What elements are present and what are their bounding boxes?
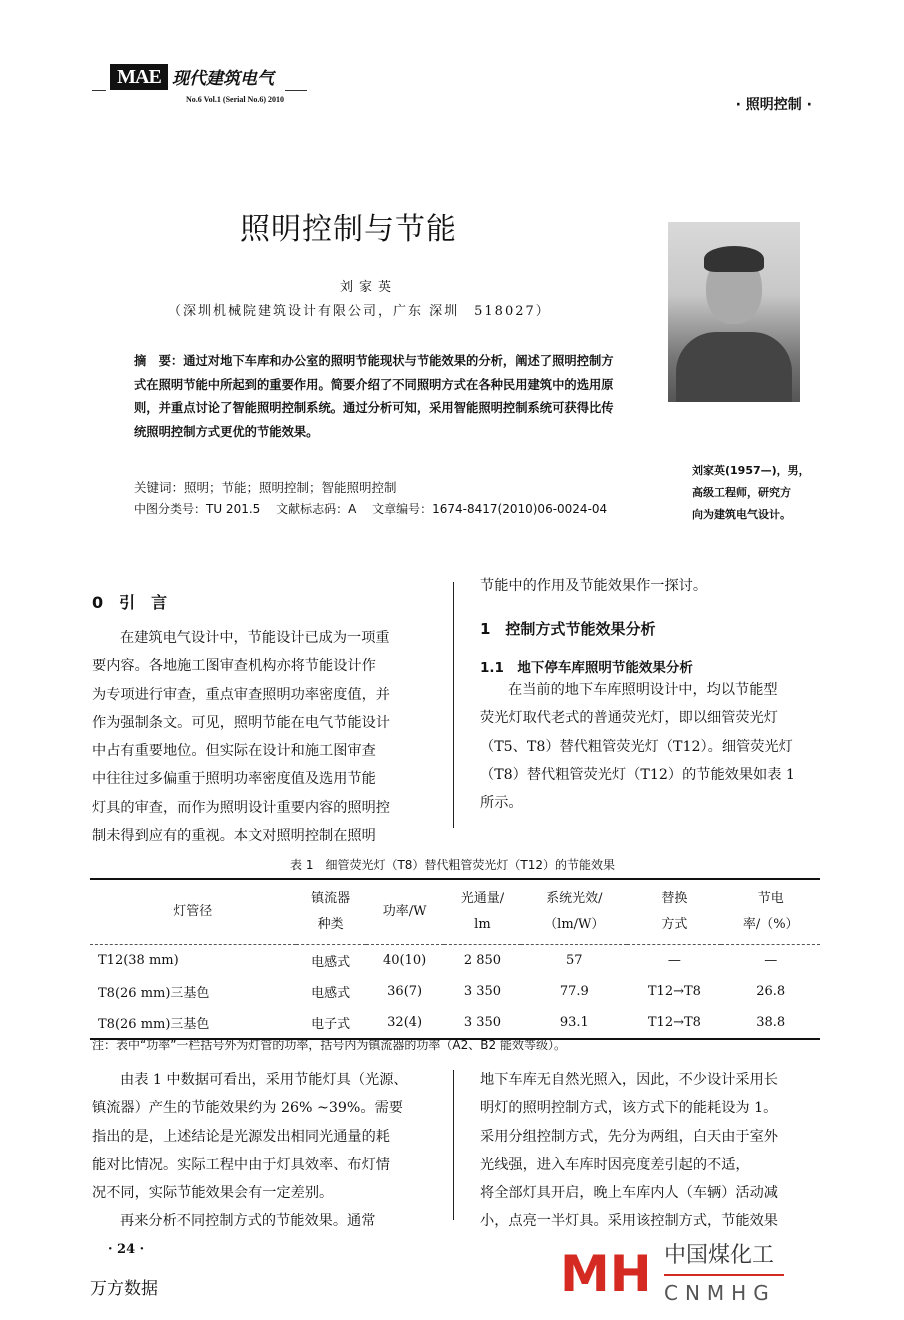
table-caption: 表 1 细管荧光灯（T8）替代粗管荧光灯（T12）的节能效果 [290, 858, 616, 872]
table-row [90, 1007, 820, 1039]
author-bio [692, 460, 810, 526]
abstract: 摘 要：通过对地下车库和办公室的照明节能现状与节能效果的分析，阐述了照明控制方式在照明节能中所起到的重要作用。简要介绍了不同照明方式在各种民用建筑中的选用原则，并重点讨论了智能照明控制系统。通过分析可知，采用智能照明控制系统可获得比传统照明控制方式更优的节能效果。 [134, 354, 614, 439]
affiliation: （深圳机械院建筑设计有限公司，广东 深圳 518027） [168, 304, 551, 319]
table-cell: T12→T8 [647, 984, 701, 999]
text-line: 由表 1 中数据可看出，采用节能灯具（光源、 [120, 1072, 408, 1088]
table-cell: 40(10) [383, 953, 427, 968]
column-header [444, 879, 521, 945]
table-cell: 93.1 [521, 1007, 627, 1039]
column-divider [453, 1070, 454, 1220]
table-cell: T12→T8 [627, 1007, 721, 1039]
keywords: 关键词：照明；节能；照明控制；智能照明控制 [134, 480, 397, 495]
right-text [480, 676, 795, 817]
text-line: 镇流器）产生的节能效果约为 26% ~39%。需要 [92, 1100, 403, 1117]
watermark-cn: 中国煤化工 [664, 1243, 775, 1268]
text-line: 光线强，进入车库时因亮度差引起的不适， [480, 1156, 750, 1173]
table-cell: 36(7) [387, 984, 423, 999]
watermark-logo [560, 1240, 820, 1312]
text-line: 在当前的地下车库照明设计中，均以节能型 [508, 682, 778, 698]
table-cell: 77.9 [559, 984, 589, 999]
header-text: 功率/W [382, 904, 427, 919]
section-label: · 照明控制 · [735, 97, 812, 113]
table-cell: 电子式 [296, 1007, 366, 1039]
intro-text [92, 624, 390, 850]
column-header [627, 879, 721, 945]
column-header [366, 879, 444, 945]
text-line: 所示。 [480, 795, 523, 812]
text-line: 为专项进行审查，重点审查照明功率密度值，并 [92, 686, 390, 703]
text-line: 制未得到应有的重视。本文对照明控制在照明 [92, 828, 376, 845]
text-line: 中往往过多偏重于照明功率密度值及选用节能 [92, 771, 376, 788]
table-cell: 电感式 [311, 955, 351, 970]
table-row [90, 945, 820, 977]
text-line: 况不同，实际节能效果会有一定差别。 [92, 1185, 334, 1202]
header-text: 系统光效/ [546, 891, 603, 906]
data-table [90, 878, 820, 1040]
bottom-right-text [480, 1066, 778, 1236]
page-number: · 24 · [108, 1242, 145, 1257]
text-line: 采用分组控制方式，先分为两组，白天由于室外 [480, 1128, 778, 1145]
article-title: 照明控制与节能 [240, 212, 457, 247]
footer-source: 万方数据 [90, 1279, 158, 1299]
header-text: 方式 [661, 917, 688, 932]
author: 刘家英 [340, 280, 398, 295]
table-cell: 57 [566, 953, 583, 968]
header-text: 率/（%） [742, 917, 799, 932]
text-line: 将全部灯具开启，晚上车库内人（车辆）活动减 [480, 1185, 778, 1202]
text-line: 灯具的审查，而作为照明设计重要内容的照明控 [92, 799, 390, 816]
header-text: （lm/W） [544, 917, 605, 932]
header-text: 替换 [661, 891, 688, 906]
bio-line: 向为建筑电气设计。 [692, 508, 791, 521]
column-header [721, 879, 820, 945]
table-cell: T8(26 mm)三基色 [98, 986, 210, 1001]
bottom-left-text [92, 1066, 408, 1236]
table-cell: 2 850 [463, 953, 502, 968]
text-line: 明灯的照明控制方式，该方式下的能耗设为 1。 [480, 1100, 778, 1117]
journal-name: 现代建筑电气 [172, 69, 274, 89]
text-line: 在建筑电气设计中，节能设计已成为一项重 [120, 630, 390, 646]
column-divider [453, 582, 454, 828]
table-cell: 3 350 [444, 1007, 521, 1039]
table-cell: 3 350 [463, 984, 502, 999]
bio-line: 刘家英(1957—)，男， [692, 464, 810, 477]
watermark-mark: MH [560, 1245, 652, 1303]
text-line: 再来分析不同控制方式的节能效果。通常 [120, 1213, 376, 1230]
text-line: 指出的是，上述结论是光源发出相同光通量的耗 [92, 1128, 390, 1145]
text-line: （T8）替代粗管荧光灯（T12）的节能效果如表 1 [480, 766, 795, 783]
text-line: 作为强制条文。可见，照明节能在电气节能设计 [92, 714, 390, 731]
section-heading: 1 控制方式节能效果分析 [480, 620, 656, 638]
column-header [521, 879, 627, 945]
subsection-heading: 1.1 地下停车库照明节能效果分析 [480, 660, 693, 676]
header-text: 种类 [317, 917, 344, 932]
table-body [90, 945, 820, 1040]
header-text: 光通量/ [460, 891, 505, 906]
text-line: （T5、T8）替代粗管荧光灯（T12）。细管荧光灯 [480, 738, 793, 755]
watermark-rule [664, 1274, 784, 1276]
watermark-en: CNMHG [664, 1281, 776, 1305]
header-text: lm [474, 917, 491, 932]
text-line: 节能中的作用及节能效果作一探讨。 [480, 578, 708, 594]
bio-line: 高级工程师，研究方 [692, 486, 791, 499]
table-row [90, 976, 820, 1007]
column-header [90, 879, 296, 945]
header-text: 镇流器 [311, 891, 351, 906]
table-cell: — [667, 953, 681, 968]
table-cell: 38.8 [721, 1007, 820, 1039]
text-line: 地下车库无自然光照入，因此，不少设计采用长 [480, 1072, 778, 1088]
text-line: 中占有重要地位。但实际在设计和施工图审查 [92, 743, 376, 760]
issue-info: No.6 Vol.1 (Serial No.6) 2010 [186, 95, 284, 104]
text-line: 能对比情况。实际工程中由于灯具效率、布灯情 [92, 1156, 390, 1173]
header-rule [285, 90, 307, 91]
table-cell: T12(38 mm) [98, 953, 179, 968]
header-rule [92, 90, 106, 91]
text-line: 小，点亮一半灯具。采用该控制方式，节能效果 [480, 1213, 778, 1230]
text-line: 要内容。各地施工图审查机构亦将节能设计作 [92, 658, 376, 675]
table-cell: T8(26 mm)三基色 [90, 1007, 296, 1039]
column-header [296, 879, 366, 945]
table-cell: 26.8 [756, 984, 786, 999]
section-heading: 0 引 言 [92, 593, 168, 612]
table-cell: 电感式 [311, 986, 351, 1001]
journal-logo: MAE [110, 64, 168, 90]
table-header-row [90, 879, 820, 945]
table-note: 注：表中“功率”一栏括号外为灯管的功率，括号内为镇流器的功率（A2、B2 能效等级）。 [92, 1038, 566, 1052]
table-cell: — [764, 953, 778, 968]
classification: 中图分类号：TU 201.5 文献标志码：A 文章编号：1674-8417(2010)06-0024-04 [134, 502, 608, 516]
table-cell: 32(4) [366, 1007, 444, 1039]
author-photo [668, 222, 800, 402]
text-line: 荧光灯取代老式的普通荧光灯，即以细管荧光灯 [480, 710, 778, 727]
header-text: 节电 [757, 891, 784, 906]
header-text: 灯管径 [173, 904, 213, 919]
